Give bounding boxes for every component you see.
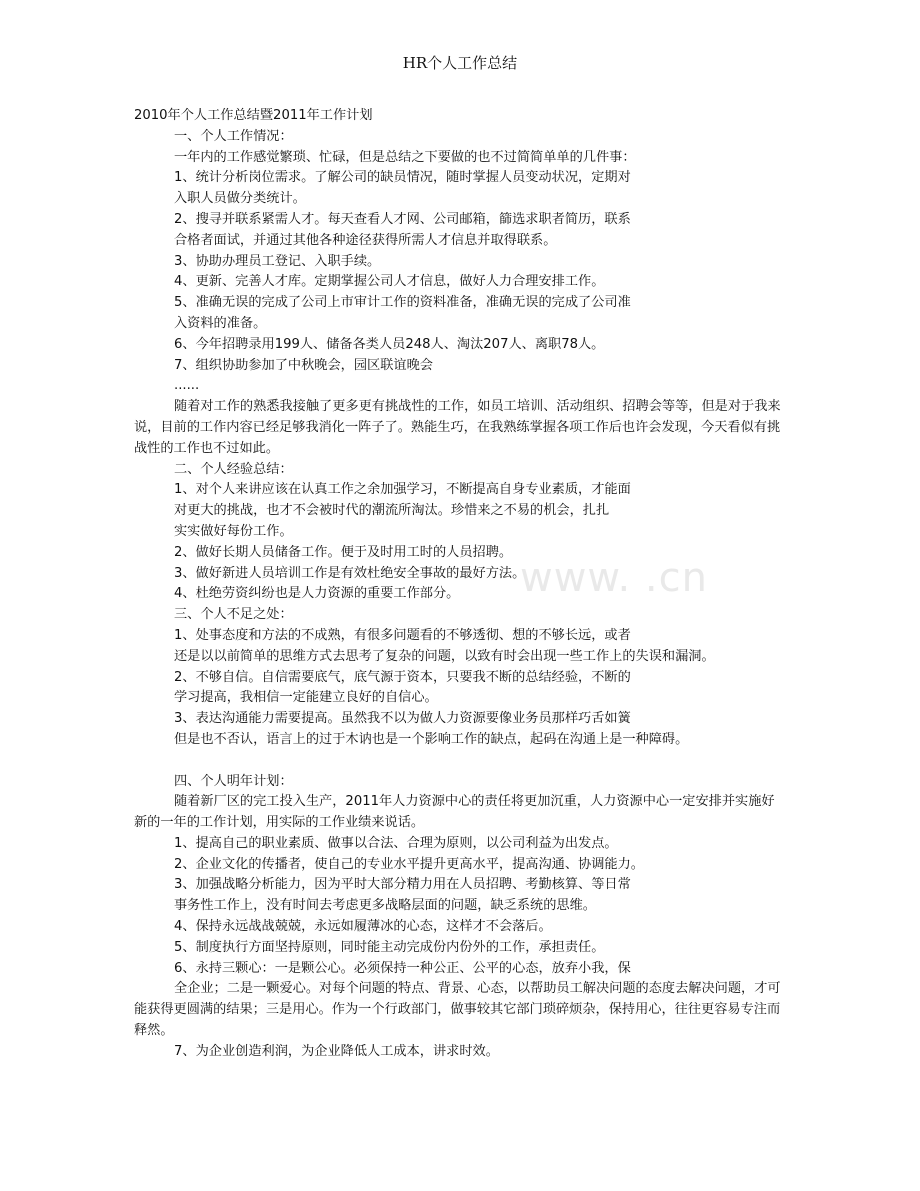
paragraph-line: 入职人员做分类统计。 — [174, 191, 306, 207]
paragraph-line: 3、协助办理员工登记、入职手续。 — [174, 253, 381, 269]
paragraph-line: 一年内的工作感觉繁琐、忙碌，但是总结之下要做的也不过简简单单的几件事： — [174, 149, 636, 165]
paragraph-line: 3、做好新进人员培训工作是有效杜绝安全事故的最好方法。 — [174, 565, 526, 581]
paragraph-line: 3、加强战略分析能力，因为平时大部分精力用在人员招聘、考勤核算、等日常 — [174, 877, 631, 893]
paragraph-line: 学习提高，我相信一定能建立良好的自信心。 — [174, 690, 438, 706]
paragraph-line: 2、搜寻并联系紧需人才。每天查看人才网、公司邮箱，篩选求职者简历，联系 — [174, 211, 631, 227]
paragraph-line: 合格者面试，并通过其他各种途径获得所需人才信息并取得联系。 — [174, 232, 557, 248]
watermark: www. .cn — [520, 555, 708, 601]
paragraph-line: 1、处事态度和方法的不成熟，有很多问题看的不够透彻、想的不够长远，或者 — [174, 627, 631, 643]
blank-line — [134, 751, 784, 772]
paragraph-line: 随着对工作的熟悉我接触了更多更有挑战性的工作，如员工培训、活动组织、招聘会等等，但是对于我来说，目前的工作内容已经足够我消化一阵子了。熟能生巧，在我熟练掌握各项工作后也许会发现，今天看似有挑战性的工作也不过如此。 — [134, 399, 781, 456]
paragraph-line: 4、杜绝劳资纠纷也是人力资源的重要工作部分。 — [174, 586, 460, 602]
paragraph-line: 随着新厂区的完工投入生产，2011年人力资源中心的责任将更加沉重，人力资源中心一定安排并实施好新的一年的工作计划，用实际的工作业绩来说话。 — [134, 794, 775, 831]
paragraph-line: 四、个人明年计划： — [174, 773, 293, 789]
paragraph-line: 2、做好长期人员储备工作。便于及时用工时的人员招聘。 — [174, 544, 513, 560]
paragraph-line: 二、个人经验总结： — [174, 461, 293, 477]
paragraph-line: 三、个人不足之处： — [174, 607, 293, 623]
paragraph-line: 5、制度执行方面坚持原则，同时能主动完成份内份外的工作，承担责任。 — [174, 939, 605, 955]
paragraph-line: ...... — [174, 378, 200, 394]
document-body — [134, 106, 784, 1063]
paragraph-line: 事务性工作上，没有时间去考虑更多战略层面的问题，缺乏系统的思维。 — [174, 898, 596, 914]
paragraph-line: 2、不够自信。自信需要底气，底气源于资本，只要我不断的总结经验，不断的 — [174, 669, 631, 685]
paragraph-line: 4、更新、完善人才库。定期掌握公司人才信息，做好人力合理安排工作。 — [174, 274, 605, 290]
paragraph-line: 但是也不否认，语言上的过于木讷也是一个影响工作的缺点，起码在沟通上是一种障碍。 — [174, 731, 689, 747]
paragraph-line: 7、为企业创造利润，为企业降低人工成本，讲求时效。 — [174, 1043, 499, 1059]
paragraph-line: 4、保持永远战战兢兢，永远如履薄冰的心态，这样才不会落后。 — [174, 919, 552, 935]
paragraph-line: 1、对个人来讲应该在认真工作之余加强学习，不断提高自身专业素质，才能面 — [174, 482, 631, 498]
paragraph-line: 2010年个人工作总结暨2011年工作计划 — [134, 108, 373, 123]
paragraph-line: 3、表达沟通能力需要提高。虽然我不以为做人力资源要像业务员那样巧舌如簧 — [174, 711, 631, 727]
paragraph-line: 2、企业文化的传播者，使自己的专业水平提升更高水平，提高沟通、协调能力。 — [174, 856, 644, 872]
paragraph-line: 入资料的准备。 — [174, 315, 267, 331]
paragraph-line: 全企业；二是一颗爱心。对每个问题的特点、背景、心态，以帮助员工解决问题的态度去解决问题，才可能获得更圆满的结果；三是用心。作为一个行政部门，做事较其它部门琐碎烦杂，保持用心，往往更容易专注而释然。 — [134, 981, 781, 1039]
paragraph-line: 5、准确无误的完成了公司上市审计工作的资料准备，准确无误的完成了公司准 — [174, 295, 631, 311]
paragraph-line: 6、今年招聘录用199人、储备各类人员248人、淘汰207人、离职78人。 — [174, 336, 605, 352]
paragraph-line: 实实做好每份工作。 — [174, 523, 293, 539]
document-title: HR个人工作总结 — [402, 54, 518, 72]
paragraph-line: 对更大的挑战，也才不会被时代的潮流所淘汰。珍惜来之不易的机会，扎扎 — [174, 503, 610, 519]
paragraph-line: 6、永持三颗心：一是颗公心。必须保持一种公正、公平的心态，放弃小我，保 — [174, 960, 631, 976]
paragraph-line: 1、提高自己的职业素质、做事以合法、合理为原则，以公司利益为出发点。 — [174, 835, 618, 851]
paragraph-line: 1、统计分析岗位需求。了解公司的缺员情况，随时掌握人员变动状况，定期对 — [174, 170, 631, 186]
paragraph-line: 一、个人工作情况： — [174, 128, 293, 144]
paragraph-line: 7、组织协助参加了中秋晚会，园区联谊晚会 — [174, 357, 433, 373]
paragraph-line: 还是以以前简单的思维方式去思考了复杂的问题，以致有时会出现一些工作上的失误和漏洞。 — [174, 648, 715, 664]
